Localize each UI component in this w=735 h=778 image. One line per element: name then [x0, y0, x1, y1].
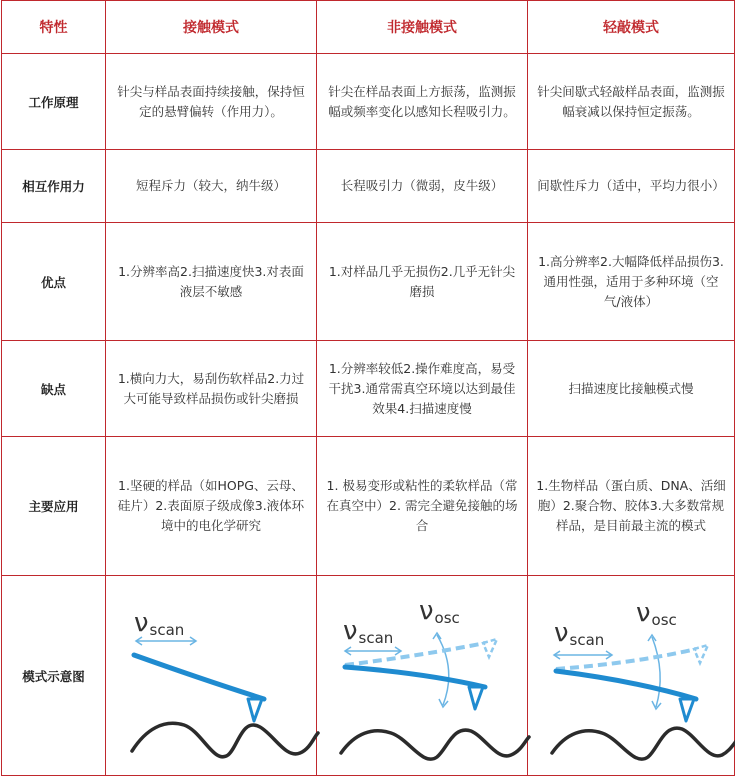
cell-principle-tapping: 针尖间歇式轻敲样品表面，监测振幅衰减以保持恒定振荡。	[528, 54, 735, 150]
table-row	[2, 437, 735, 576]
header-contact-mode: 接触模式	[106, 1, 317, 54]
cell-advantages-tapping: 1.高分辨率2.大幅降低样品损伤3.通用性强，适用于多种环境（空气/液体）	[528, 223, 735, 341]
sample-surface-line	[552, 728, 735, 759]
cantilever-tip	[556, 671, 696, 721]
osc-frequency-label: νosc	[419, 595, 460, 627]
scan-velocity-label: νscan	[554, 617, 605, 649]
contact-mode-diagram-cell	[106, 576, 317, 776]
cantilever-tip	[345, 667, 485, 709]
table-row	[2, 223, 735, 341]
header-noncontact-mode: 非接触模式	[317, 1, 528, 54]
cell-disadvantages-tapping: 扫描速度比接触模式慢	[528, 341, 735, 437]
cantilever-tip	[134, 655, 264, 721]
oscillation-arc-arrow	[648, 635, 661, 709]
sample-surface-line	[341, 730, 529, 759]
osc-frequency-label: νosc	[636, 597, 677, 629]
diagram-row	[2, 576, 735, 776]
contact-mode-diagram	[114, 577, 325, 775]
cell-disadvantages-contact: 1.横向力大，易刮伤软样品2.力过大可能导致样品损伤或针尖磨损	[106, 341, 317, 437]
cell-disadvantages-noncontact: 1.分辨率较低2.操作难度高，易受干扰3.通常需真空环境以达到最佳效果4.扫描速度慢	[317, 341, 528, 437]
row-label-advantages: 优点	[2, 223, 106, 341]
cell-principle-contact: 针尖与样品表面持续接触，保持恒定的悬臂偏转（作用力）。	[106, 54, 317, 150]
cell-applications-noncontact: 1. 极易变形或粘性的柔软样品（常在真空中）2. 需完全避免接触的场合	[317, 437, 528, 576]
row-label-applications: 主要应用	[2, 437, 106, 576]
header-feature: 特性	[2, 1, 106, 54]
noncontact-mode-diagram	[325, 577, 536, 775]
cell-force-contact: 短程斥力（较大，纳牛级）	[106, 150, 317, 223]
cell-principle-noncontact: 针尖在样品表面上方振荡，监测振幅或频率变化以感知长程吸引力。	[317, 54, 528, 150]
sample-surface-line	[132, 723, 318, 757]
tapping-mode-diagram-cell	[528, 576, 735, 776]
oscillation-arc-arrow	[433, 633, 449, 707]
afm-modes-table	[1, 0, 735, 776]
scan-direction-arrow	[554, 651, 612, 659]
table-row	[2, 54, 735, 150]
cell-advantages-contact: 1.分辨率高2.扫描速度快3.对表面液层不敏感	[106, 223, 317, 341]
scan-velocity-label: νscan	[343, 615, 394, 647]
tapping-mode-diagram	[536, 577, 735, 775]
row-label-principle: 工作原理	[2, 54, 106, 150]
header-tapping-mode: 轻敲模式	[528, 1, 735, 54]
row-label-force: 相互作用力	[2, 150, 106, 223]
cell-applications-contact: 1.坚硬的样品（如HOPG、云母、硅片）2.表面原子级成像3.液体环境中的电化学研究	[106, 437, 317, 576]
noncontact-mode-diagram-cell	[317, 576, 528, 776]
cell-advantages-noncontact: 1.对样品几乎无损伤2.几乎无针尖磨损	[317, 223, 528, 341]
cell-force-noncontact: 长程吸引力（微弱，皮牛级）	[317, 150, 528, 223]
scan-velocity-label: νscan	[134, 607, 185, 639]
row-label-disadvantages: 缺点	[2, 341, 106, 437]
table-row	[2, 150, 735, 223]
cell-force-tapping: 间歇性斥力（适中，平均力很小）	[528, 150, 735, 223]
row-label-diagram: 模式示意图	[2, 576, 106, 776]
header-row	[2, 1, 735, 54]
cell-applications-tapping: 1.生物样品（蛋白质、DNA、活细胞）2.聚合物、胶体3.大多数常规样品，是目前最主流的模式	[528, 437, 735, 576]
table-row	[2, 341, 735, 437]
scan-direction-arrow	[345, 647, 401, 655]
